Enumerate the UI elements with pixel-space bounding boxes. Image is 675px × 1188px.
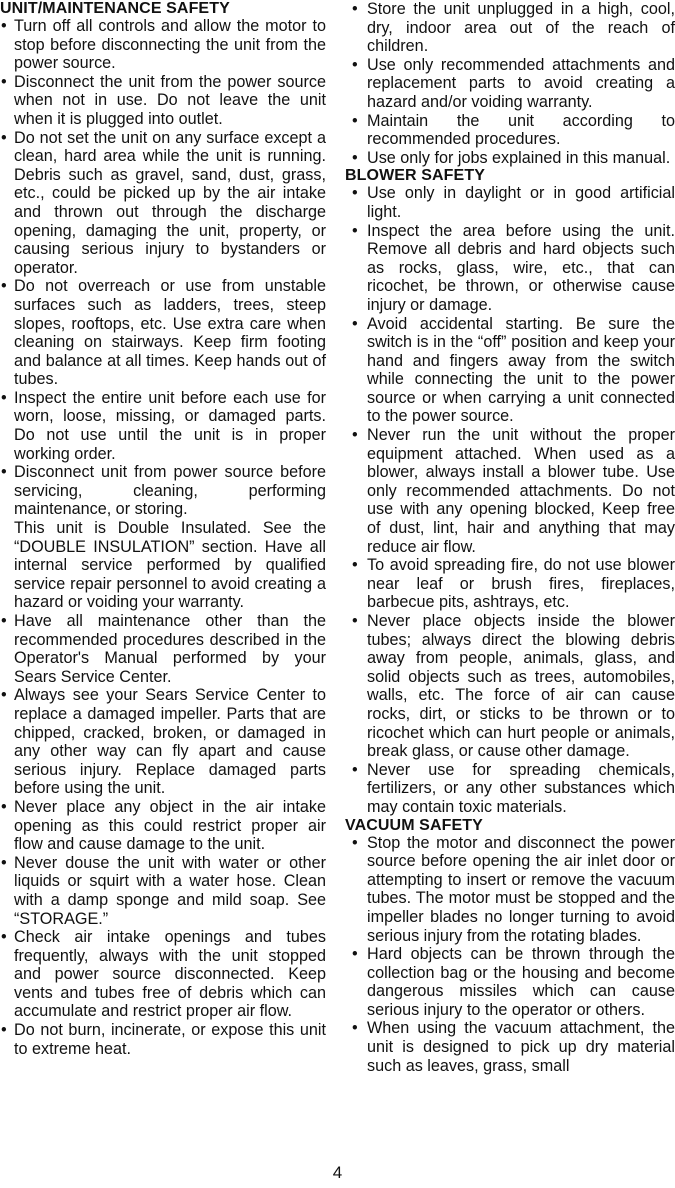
list-item: • Never use for spreading chemicals, fertilizers, or any other substances which may contain toxic materials.	[345, 761, 675, 817]
unit-maintenance-safety-heading: UNIT/MAINTENANCE SAFETY	[0, 0, 230, 17]
list-item: • Have all maintenance other than the recommended procedures described in the Operator's Manual performed by your Sears Service Center.	[0, 612, 326, 686]
list-item: • Never place objects inside the blower tubes; always direct the blowing debris away from people, animals, glass, and solid objects such as trees, automobiles, walls, etc. The force of air can cause rocks, dirt, or sticks to be thrown or to ricochet which can hurt people or animals, break glass, or cause other damage.	[345, 612, 675, 761]
list-item: • Store the unit unplugged in a high, cool, dry, indoor area out of the reach of children.	[345, 0, 675, 56]
double-insulation-note: This unit is Double Insulated. See the “DOUBLE INSULATION” section. Have all internal service performed by qualified service repair personnel to avoid creating a hazard or voiding your warranty.	[14, 519, 326, 612]
list-item: • Always see your Sears Service Center to replace a damaged impeller. Parts that are chipped, cracked, broken, or damaged in any other way can fly apart and cause serious injury. Replace damaged parts before using the unit.	[0, 686, 326, 798]
list-item: • Never douse the unit with water or other liquids or squirt with a water hose. Clean with a damp sponge and mild soap. See “STORAGE.”	[0, 854, 326, 928]
list-item: • Use only for jobs explained in this manual.	[345, 149, 675, 168]
storage-list	[345, 0, 675, 167]
list-item: • Check air intake openings and tubes frequently, always with the unit stopped and power source disconnected. Keep vents and tubes free of debris which can accumulate and restrict proper air flow.	[0, 928, 326, 1021]
unit-maintenance-list	[0, 17, 326, 1058]
blower-safety-list	[345, 184, 675, 816]
list-item: • Inspect the entire unit before each use for worn, loose, missing, or damaged parts. Do not use until the unit is in proper working order.	[0, 389, 326, 463]
vacuum-safety-list	[345, 834, 675, 1076]
list-item: • Inspect the area before using the unit. Remove all debris and hard objects such as rocks, glass, wire, etc., that can ricochet, be thrown, or otherwise cause injury or damage.	[345, 222, 675, 315]
list-item: • Turn off all controls and allow the motor to stop before disconnecting the unit from the power source.	[0, 17, 326, 73]
list-item: • To avoid spreading fire, do not use blower near leaf or brush fires, fireplaces, barbecue pits, ashtrays, etc.	[345, 556, 675, 612]
list-item: • Hard objects can be thrown through the collection bag or the housing and become dangerous missiles which can cause serious injury to the operator or others.	[345, 945, 675, 1019]
list-item: • Do not set the unit on any surface except a clean, hard area while the unit is running. Debris such as gravel, sand, dust, grass, etc., could be picked up by the air intake and thrown out through the discharge opening, damaging the unit, property, or causing serious injury to bystanders or operator.	[0, 129, 326, 278]
list-item: • Avoid accidental starting. Be sure the switch is in the “off” position and keep your hand and fingers away from the switch while connecting the unit to the power source or when carrying a unit connected to the power source.	[345, 315, 675, 427]
page-number: 4	[332, 1163, 343, 1182]
list-item: • When using the vacuum attachment, the unit is designed to pick up dry material such as leaves, grass, small	[345, 1019, 675, 1075]
list-item: • Maintain the unit according to recommended procedures.	[345, 112, 675, 149]
list-item: • Do not burn, incinerate, or expose this unit to extreme heat.	[0, 1021, 326, 1058]
left-column	[0, 0, 326, 1058]
list-item: • Use only in daylight or in good artificial light.	[345, 184, 675, 221]
list-item: • Never place any object in the air intake opening as this could restrict proper air flow and cause damage to the unit.	[0, 798, 326, 854]
vacuum-safety-heading: VACUUM SAFETY	[345, 816, 483, 834]
list-item: • Use only recommended attachments and replacement parts to avoid creating a hazard and/or voiding warranty.	[345, 56, 675, 112]
list-item: • Never run the unit without the proper equipment attached. When used as a blower, always install a blower tube. Use only recommended attachments. Do not use with any opening blocked, Keep free of dust, lint, hair and anything that may reduce air flow.	[345, 426, 675, 556]
list-item: • Disconnect unit from power source before servicing, cleaning, performing maintenance, or storing.	[0, 463, 326, 519]
list-item: • Stop the motor and disconnect the power source before opening the air inlet door or attempting to insert or remove the vacuum tubes. The motor must be stopped and the impeller blades no longer turning to avoid serious injury from the rotating blades.	[345, 834, 675, 946]
list-item: • Do not overreach or use from unstable surfaces such as ladders, trees, steep slopes, rooftops, etc. Use extra care when cleaning on stairways. Keep firm footing and balance at all times. Keep hands out of tubes.	[0, 277, 326, 389]
list-item: • Disconnect the unit from the power source when not in use. Do not leave the unit when it is plugged into outlet.	[0, 73, 326, 129]
right-column	[345, 0, 675, 1075]
blower-safety-heading: BLOWER SAFETY	[345, 167, 485, 185]
